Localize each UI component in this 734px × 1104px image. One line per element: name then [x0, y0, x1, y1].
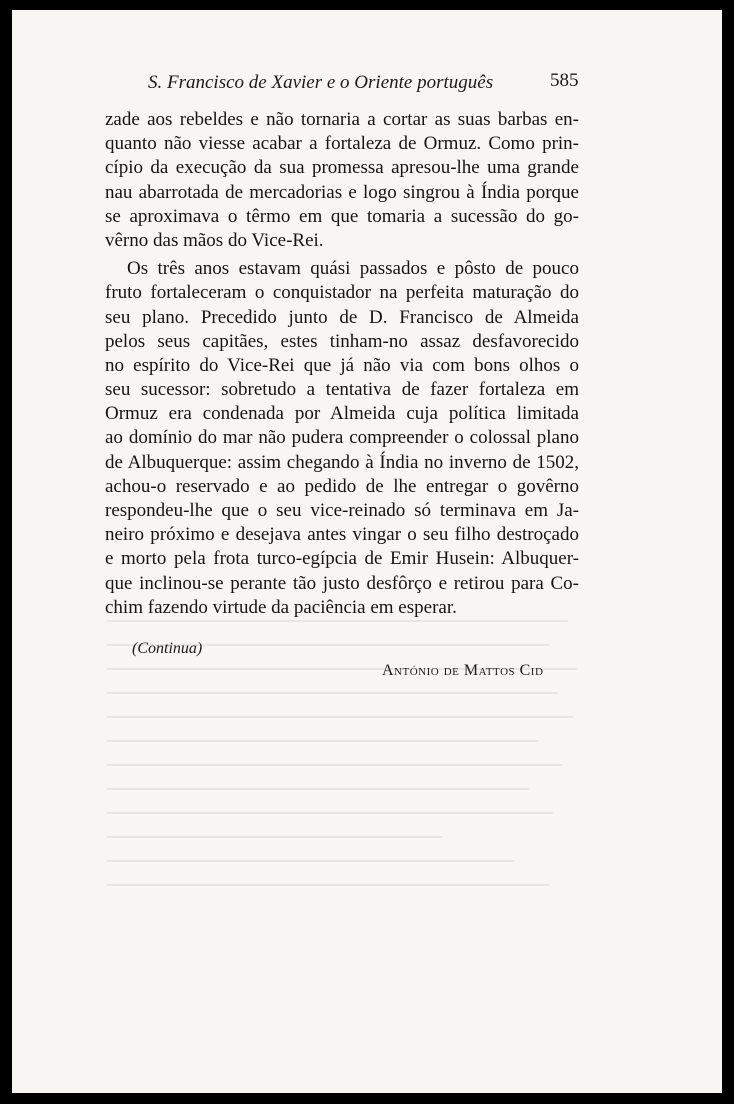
text-line: chim fazendo virtude da paciência em esperar. — [105, 596, 457, 618]
continua-note: (Continua) — [132, 640, 203, 657]
text-line: e morto pela frota turco-egípcia de Emir Husein: Albuquer- — [105, 548, 579, 570]
text-line: achou-o reservado e ao pedido de lhe entregar o govêrno — [105, 475, 579, 497]
article-body — [105, 108, 579, 620]
text-line: no espírito do Vice-Rei que já não via com bons olhos o — [105, 354, 579, 376]
page-header — [12, 66, 722, 96]
text-line: de Albuquerque: assim chegando à Índia no inverno de 1502, — [105, 451, 579, 473]
paragraph-1 — [105, 108, 579, 253]
text-line: zade aos rebeldes e não tornaria a cortar as suas barbas en- — [105, 109, 579, 130]
text-line: fruto fortaleceram o conquistador na perfeita maturação do — [105, 282, 579, 304]
text-line: se aproximava o têrmo em que tomaria a sucessão do go- — [105, 205, 579, 227]
text-line: Ormuz era condenada por Almeida cuja política limitada — [105, 403, 579, 425]
text-line: neiro próximo e desejava antes vingar o seu filho destroçado — [105, 524, 579, 546]
page-number: 585 — [550, 70, 579, 91]
text-line: vêrno das mãos do Vice-Rei. — [105, 229, 324, 251]
running-title: S. Francisco de Xavier e o Oriente português — [148, 72, 494, 93]
text-line: seu plano. Precedido junto de D. Francisco de Almeida — [105, 306, 579, 328]
author-signature: António de Mattos Cid — [382, 662, 544, 679]
text-line: quanto não viesse acabar a fortaleza de Ormuz. Como prin- — [105, 133, 579, 155]
text-line: ao domínio do mar não pudera compreender o colossal plano — [105, 427, 579, 449]
document-page — [12, 10, 722, 1093]
text-line: pelos seus capitães, estes tinham-no assaz desfavorecido — [105, 330, 579, 352]
text-line: nau abarrotada de mercadorias e logo singrou à Índia porque — [105, 181, 579, 203]
text-line: que inclinou-se perante tão justo desfôrço e retirou para Co- — [105, 572, 579, 594]
text-line: seu sucessor: sobretudo a tentativa de fazer fortaleza em — [105, 379, 579, 401]
text-line: Os três anos estavam quási passados e pôsto de pouco — [127, 258, 579, 280]
text-line: cípio da execução da sua promessa apresou-lhe uma grande — [105, 157, 579, 179]
text-line: respondeu-lhe que o seu vice-reinado só terminava em Ja- — [105, 500, 579, 521]
paragraph-2 — [105, 257, 579, 620]
